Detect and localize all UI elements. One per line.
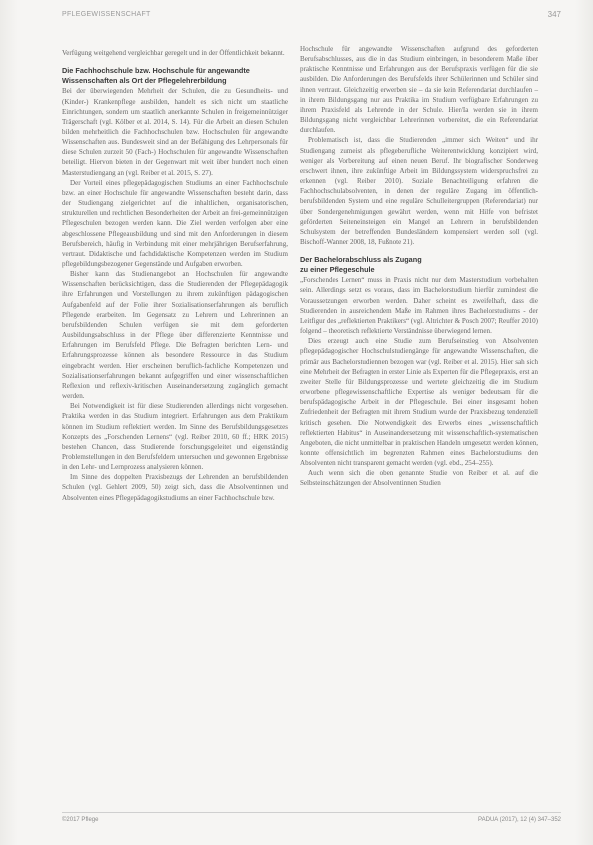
paragraph: Der Vorteil eines pflegepädagogischen Studiums an einer Fachhochschule bzw. an einer Hochschule für angewandte Wissenschaften besteht darin, dass der Studiengang zielgerichtet auf die inhaltlichen, organisatorischen, strukturellen und rechtlichen Besonderheiten der Arbeit an frei-gemeinnützigen Pflegeschulen bezogen werden kann. Die Ziel werden verfolgen aber eine abgeschlossene Pflegeausbildung und sind mit den Anforderungen in diesem Berufsbereich, häufig in Verbindung mit einer mehrjährigen Berufserfahrung, vertraut. Didaktische und fachdidaktische Kompetenzen werden im Studium pflegebildungsbezogener Gegenstände und Aufgaben erworben. [62, 178, 288, 268]
paragraph: Hochschule für angewandte Wissenschaften aufgrund des geforderten Berufsabschlusses, aus die in das Studium einbringen, in besonderem Maße über praktische Kenntnisse und Erfahrungen aus der Berufspraxis verfügen für die sie ausbilden. Die Anforderungen des Berufsfelds ihrer Schülerinnen und Schüler sind ihnen vertraut. Gleichzeitig erwerben sie – da sie kein Referendariat durchlaufen – in ihrem Bildungsgang nur aus Praktika im Studium verfügbare Erfahrungen zu ihrem Praxisfeld als Lehrende in der Schule. Hier/Ia werden sie in ihrem Bildungsgang nicht vergleichbar Lehrerinnen vorbereitet, die ein Referendariat durchlaufen. [300, 45, 538, 135]
page-number: 347 [547, 10, 561, 19]
page-footer [62, 812, 561, 827]
paragraph: Im Sinne des doppelten Praxisbezugs der Lehrenden an berufsbildenden Schulen (vgl. Gehlert 2009, 50) zeigt sich, dass die Absolventinnen und Absolventen eines Pflegepädagogikstudiums an einer Fachhochschule bzw. [62, 473, 288, 502]
paragraph: Auch wenn sich die oben genannte Studie von Reiber et al. auf die Selbsteinschätzungen der Absolventinnen Studien [300, 469, 538, 488]
paragraph: Bei der überwiegenden Mehrheit der Schulen, die zu Gesundheits- und (Kinder-) Krankenpflege ausbilden, handelt es sich nicht um staatliche Einrichtungen, sondern um staatlich anerkannte Schulen in freigemeinnütziger Trägerschaft (vgl. Kölber et al. 2014, S. 14). Für die Arbeit an diesen Schulen bilden mehrheitlich die Fachhochschulen bzw. Hochschulen für angewandte Wissenschaften aus. Bundesweit sind an der Befähigung des Lehrpersonals für diese Schulen zurzeit 50 (Fach-) Hochschulen für angewandte Wissenschaften beteiligt. Hiervon bieten in der Gegenwart mit weit über hundert noch einen Masterstudiengang an (vgl. Reiber et al. 2015, S. 27). [62, 87, 288, 177]
paragraph: „Forschendes Lernen“ muss in Praxis nicht nur dem Masterstudium vorbehalten sein. Allerdings setzt es voraus, dass im Bachelorstudium hierfür zumindest die Voraussetzungen erworben werden. Daher scheint es zweifelhaft, dass die Studierenden in ausreichendem Maße im Rahmen ihres Bachelorstudiums - der Leitfigur des „reflektierten Praktikers“ (vgl. Altrichter & Posch 2007; Reuffer 2010) folgend – theoretisch reflektierte Verständnisse überwiegend lernen. [300, 276, 538, 336]
section-heading-line1: Der Bachelorabschluss als Zugang [300, 255, 422, 265]
paragraph: Bei Notwendigkeit ist für diese Studierenden allerdings nicht vorgesehen. Praktika werden in das Studium integriert. Erfahrungen aus dem Praktikum können im Studium reflektiert werden. Im Sinne des Berufsbildungsgesetzes Konzepts des „Forschenden Lernens“ (vgl. Reiber 2010, 60 ff.; HRK 2015) bestehen Chancen, dass Studierende forschungsgeleitet und eigenständig Problemstellungen in den Berufsfeldern untersuchen und gewonnen Ergebnisse in den Lehr- und Lernprozess analysieren können. [62, 402, 288, 472]
paragraph: Dies erzeugt auch eine Studie zum Berufseinstieg von Absolventen pflegepädagogischer Hochschulstudiengänge für angewandte Wissenschaften, die primär aus Bachelorstudiennen bezogen war (vgl. Reiber et al. 2015). Hier sah sich eine Mehrheit der Befragten in erster Linie als Experten für die Pflegepraxis, erst an zweiter Stelle für Bildungsprozesse und wertete gleichzeitig die im Studium erworbene pflegewissenschaftliche Expertise als weniger bedeutsam für die berufspädagogische Arbeit in der Pflegeschule. Bei einer insgesamt hohen Zufriedenheit der Befragten mit ihrem Studium wurde der Praxisbezug tendenziell kritisch gesehen. Die Notwendigkeit des Erwerbs eines „wissenschaftlich reflektierten Habitus“ in Auseinandersetzung mit wissenschaftlich-systematischen Angeboten, die nicht unmittelbar in praktischen Handeln umgesetzt werden können, konnte offensichtlich im begrenzten Rahmen eines Bachelorstudiums den Absolventen nicht transparent gemacht werden (vgl. ebd., 254–255). [300, 337, 538, 468]
page-header [62, 8, 561, 22]
section-heading-line2: zu einer Pflegeschule [300, 264, 375, 274]
running-title: PFLEGEWISSENSCHAFT [62, 11, 151, 18]
paragraph: Bisher kann das Studienangebot an Hochschulen für angewandte Wissenschaften berücksichtigen, dass die Studierenden der Pflegepädagogik ihre Erfahrungen und Vorstellungen zu ihrem zukünftigen pädagogischen Aufgabenfeld auf der Folie ihrer Sozialisationserfahrungen als beruflich Pflegende erarbeiten. Im Gegensatz zu Lehrern und Lehrerinnen an berufsbildenden Schulen verfügen sie mit dem geforderten Ausbildungsabschluss in der Pflege über differenzierte Kenntnisse und Erfahrungen im Berufsfeld Pflege. Die Befragten berichten Lern- und Erfahrungsprozesse können als besondere Ressource in das Studium eingebracht werden. Hier erscheinen beruflich-fachliche Kompetenzen und Sozialisationserfahrungen bekannt aufgegriffen und einer wissenschaftlichen Reflexion und reflexiv-kritischen Auseinandersetzung zugänglich gemacht werden. [62, 270, 288, 401]
paragraph: Verfügung weitgehend vergleichbar geregelt und in der Öffentlichkeit bekannt. [62, 49, 285, 57]
paragraph: Problematisch ist, dass die Studierenden „immer sich Weiten“ und ihr Studiengang zumeist als pflegeberufliche Weiterentwicklung konzipiert wird, weniger als Vorbereitung auf einen neuen Beruf. Ihr biografischer Sonderweg erschwert ihnen, ihre zukünftige Arbeit im Bildungssystem widerspruchsfrei zu erkennen (vgl. Reiber 2010). Soziale Benachteiligung erfahren die Fachhochschulabsolventen, in denen der reguläre Zugang im öffentlich-berufsbildenden System und eine reguläre Schulleitergruppen (Referendariat) nur über Sondergenehmigungen gewährt werden, wenn mit Hilfe von befristet geförderten Seiteneinsteigen ein Mangel an Lehrern in berufsbildenden Schulsystem der betreffenden Bundesländern kompensiert werden soll (vgl. Bischoff-Wanner 2008, 18, Fußnote 21). [300, 136, 538, 246]
right-column [300, 44, 538, 489]
footer-citation: PADUA (2017), 12 (4) 347–352 [478, 817, 561, 823]
section-heading [300, 255, 538, 274]
left-column [62, 48, 288, 503]
footer-copyright: ©2017 Pflege [62, 817, 99, 823]
section-heading: Die Fachhochschule bzw. Hochschule für angewandte Wissenschaften als Ort der Pflegelehrerbildung [62, 66, 250, 85]
